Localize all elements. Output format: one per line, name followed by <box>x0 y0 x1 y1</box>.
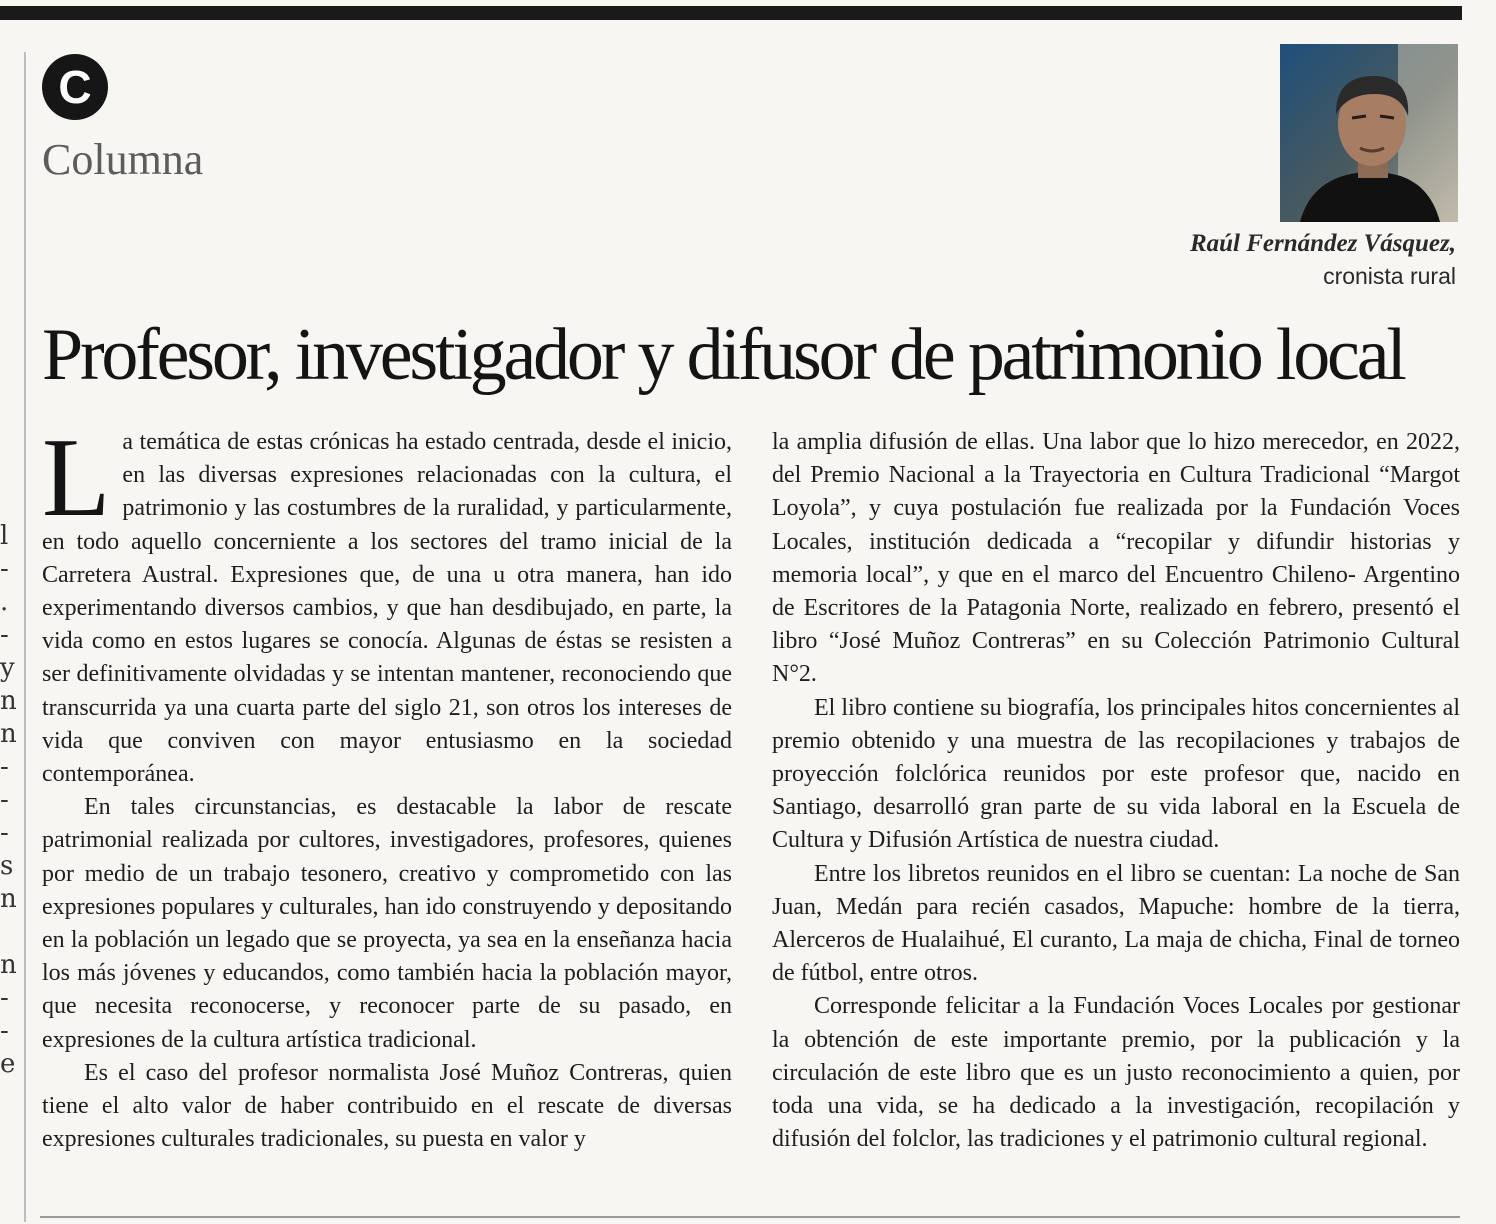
author-role: cronista rural <box>1323 263 1456 289</box>
column-gutter-rule <box>24 52 26 1222</box>
paragraph <box>42 416 732 791</box>
headline: Profesor, investigador y difusor de patrimonio local <box>42 314 1404 396</box>
author-name: Raúl Fernández Vásquez, <box>1189 230 1456 257</box>
article-column-right <box>772 426 1460 1156</box>
paragraph: Es el caso del profesor normalista José Muñoz Contreras, quien tiene el alto valor de haber contribuido en el rescate de diversas expresiones culturales tradicionales, su puesta en valor y <box>42 1059 732 1153</box>
article-column-left <box>42 416 732 1156</box>
paragraph: Entre los libretos reunidos en el libro se cuentan: La noche de San Juan, Medán para recién casados, Mapuche: hombre de la tierra, Alerceros de Hualaihué, El curanto, La maja de chicha, Final de torneo de fútbol, entre otros. <box>772 860 1460 987</box>
paragraph-text: a temática de estas crónicas ha estado centrada, desde el inicio, en las diversas expresiones relacionadas con la cultura, el patrimonio y las costumbres de la ruralidad, y particularmente, en todo aquello concerniente a los sectores del tramo inicial de la Carretera Austral. Expresiones que, de una u otra manera, han ido experimentando diversos cambios, y que han desdibujado, en parte, la vida como en estos lugares se conocía. Algunas de éstas se resisten a ser definitivamente olvidadas y se intentan mantener, reconociendo que transcurrida ya una cuarta parte del siglo 21, son otros los intereses de vida que conviven con mayor entusiasmo en la sociedad contemporánea. <box>42 429 732 788</box>
section-label: Columna <box>42 135 204 184</box>
paragraph: Corresponde felicitar a la Fundación Voces Locales por gestionar la obtención de este importante premio, por la publicación y la circulación de este libro que es un justo reconocimiento a quien, por toda una vida, se ha dedicado a la investigación, recopilación y difusión del folclor, las tradiciones y el patrimonio cultural regional. <box>772 993 1460 1153</box>
section-logo-badge: C <box>42 54 108 120</box>
top-rule <box>0 6 1462 20</box>
author-photo <box>1280 44 1458 222</box>
drop-cap: L <box>42 416 111 540</box>
author-portrait-icon <box>1280 44 1458 222</box>
paragraph: la amplia difusión de ellas. Una labor que lo hizo merecedor, en 2022, del Premio Nacional a la Trayectoria en Cultura Tradicional “Margot Loyola”, y cuya postulación fue realizada por la Fundación Voces Locales, institución dedicada a “recopilar y difundir historias y memoria local”, y que en el marco del Encuentro Chileno- Argentino de Escritores de la Patagonia Norte, realizado en febrero, presentó el libro “José Muñoz Contreras” en su Colección Patrimonio Cultural N°2. <box>772 429 1460 688</box>
paragraph: En tales circunstancias, es destacable la labor de rescate patrimonial realizada por cultores, investigadores, profesores, quienes por medio de un trabajo tesonero, creativo y comprometido con las expresiones populares y culturales, han ido construyendo y depositando en la población un legado que se proyecta, ya sea en la enseñanza hacia los más jóvenes y educandos, como también hacia la población mayor, que necesita reconocerse, y reconocer parte de su pasado, en expresiones de la cultura artística tradicional. <box>42 794 732 1053</box>
bottom-rule <box>40 1216 1460 1218</box>
adjacent-column-fragment: l - . - y n n - - - s n n - - e <box>0 521 17 1079</box>
paragraph: El libro contiene su biografía, los principales hitos concernientes al premio obtenido y una muestra de las recopilaciones y trabajos de proyección folclórica reunidos por este profesor que, nacido en Santiago, desarrolló gran parte de su vida laboral en la Escuela de Cultura y Difusión Artística de nuestra ciudad. <box>772 694 1460 854</box>
